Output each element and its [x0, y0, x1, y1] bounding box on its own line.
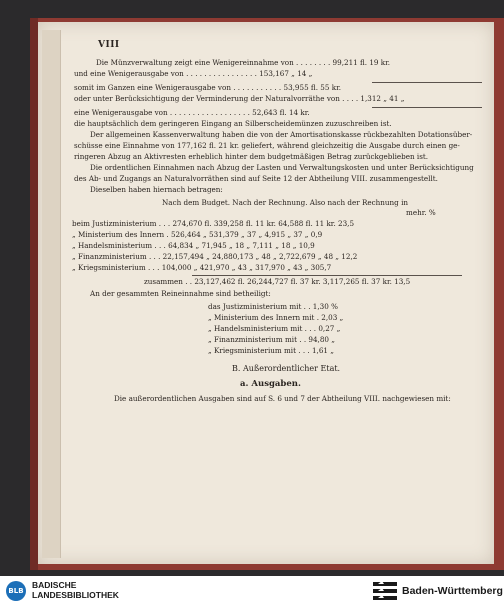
- text-line: Der allgemeinen Kassenverwaltung haben die von der Amortisationskasse rückbezahlten Dotationsüber-: [90, 130, 473, 139]
- participation-row: „ Ministerium des Innern mit . 2,03 „: [208, 313, 344, 322]
- page-edge: [42, 30, 61, 558]
- table-row: „ Handelsministerium . . . 64,834 „ 71,945 „ 18 „ 7,111 „ 18 „ 10,9: [72, 241, 315, 250]
- table-row: beim Justizministerium . . . 274,670 fl. 339,258 fl. 11 kr. 64,588 fl. 11 kr. 23,5: [72, 219, 355, 228]
- participation-intro: An der gesammten Reineinnahme sind betheiligt:: [90, 289, 271, 298]
- page-number: VIII: [98, 40, 120, 50]
- lion-emblem-icon: [372, 580, 398, 602]
- participation-row: „ Finanzministerium mit . . 94,80 „: [208, 335, 335, 344]
- table-row: „ Finanzministerium . . . 22,157,494 „ 24,880,173 „ 48 „ 2,722,679 „ 48 „ 12,2: [72, 252, 358, 261]
- state-label[interactable]: Baden-Württemberg: [402, 585, 503, 597]
- library-name-line2: LANDESBIBLIOTHEK: [32, 590, 119, 600]
- closing-line: Die außerordentlichen Ausgaben sind auf S. 6 und 7 der Abtheilung VIII. nachgewiesen mit:: [114, 394, 451, 403]
- text-line: Dieselben haben hiernach betragen:: [90, 185, 223, 194]
- library-name-line1: BADISCHE: [32, 580, 77, 590]
- text-line: schüsse eine Einnahme von 177,162 fl. 21 kr. geliefert, während gleichzeitig die Ausgabe durch einen ge-: [74, 141, 460, 150]
- text-line: und eine Wenigerausgabe von . . . . . . . . . . . . . . . . 153,167 „ 14 „: [74, 69, 313, 78]
- participation-row: „ Kriegsministerium mit . . . 1,61 „: [208, 346, 334, 355]
- table-total-row: zusammen . . 23,127,462 fl. 26,244,727 fl. 37 kr. 3,117,265 fl. 37 kr. 13,5: [144, 277, 411, 286]
- text-line: somit im Ganzen eine Wenigerausgabe von . . . . . . . . . . . 53,955 fl. 55 kr.: [74, 83, 342, 92]
- text-line: oder unter Berücksichtigung der Verminderung der Naturalvorräthe von . . . . 1,312 „ 41 „: [74, 94, 405, 103]
- section-heading: B. Außerordentlicher Etat.: [232, 364, 341, 373]
- table-row: „ Ministerium des Innern . 526,464 „ 531,379 „ 37 „ 4,915 „ 37 „ 0,9: [72, 230, 323, 239]
- text-line: Die ordentlichen Einnahmen nach Abzug der Lasten und Verwaltungskosten und unter Berücksichtigung: [90, 163, 474, 172]
- footer-bar: [0, 576, 504, 605]
- blb-logo[interactable]: BLB: [6, 581, 26, 601]
- text-line: eine Wenigerausgabe von . . . . . . . . . . . . . . . . . . 52,643 fl. 14 kr.: [74, 108, 310, 117]
- table-row: „ Kriegsministerium . . . 104,000 „ 421,970 „ 43 „ 317,970 „ 43 „ 305,7: [72, 263, 332, 272]
- sum-rule: [192, 275, 462, 276]
- table-header-sub: mehr. %: [406, 208, 436, 217]
- sum-rule: [372, 107, 482, 108]
- table-header: Nach dem Budget. Nach der Rechnung. Also nach der Rechnung in: [162, 198, 408, 207]
- participation-row: „ Handelsministerium mit . . . 0,27 „: [208, 324, 341, 333]
- text-line: des Ab- und Zugangs an Naturalvorräthen sind auf Seite 12 der Abtheilung VIII. zusammengestellt.: [74, 174, 438, 183]
- text-line: die hauptsächlich dem geringeren Eingang an Silberscheidemünzen zuzuschreiben ist.: [74, 119, 392, 128]
- library-name[interactable]: [32, 580, 119, 600]
- subsection-heading: a. Ausgaben.: [240, 379, 301, 389]
- text-line: Die Münzverwaltung zeigt eine Wenigereinnahme von . . . . . . . . 99,211 fl. 19 kr.: [96, 58, 391, 67]
- participation-row: das Justizministerium mit . . 1,30 %: [208, 302, 338, 311]
- page-text: [72, 26, 482, 556]
- cover-shadow: [30, 18, 38, 570]
- text-line: ringeren Abzug an Aktivresten erheblich hinter dem budgetmäßigen Betrag zurückgeblieben ist.: [74, 152, 429, 161]
- sum-rule: [372, 82, 482, 83]
